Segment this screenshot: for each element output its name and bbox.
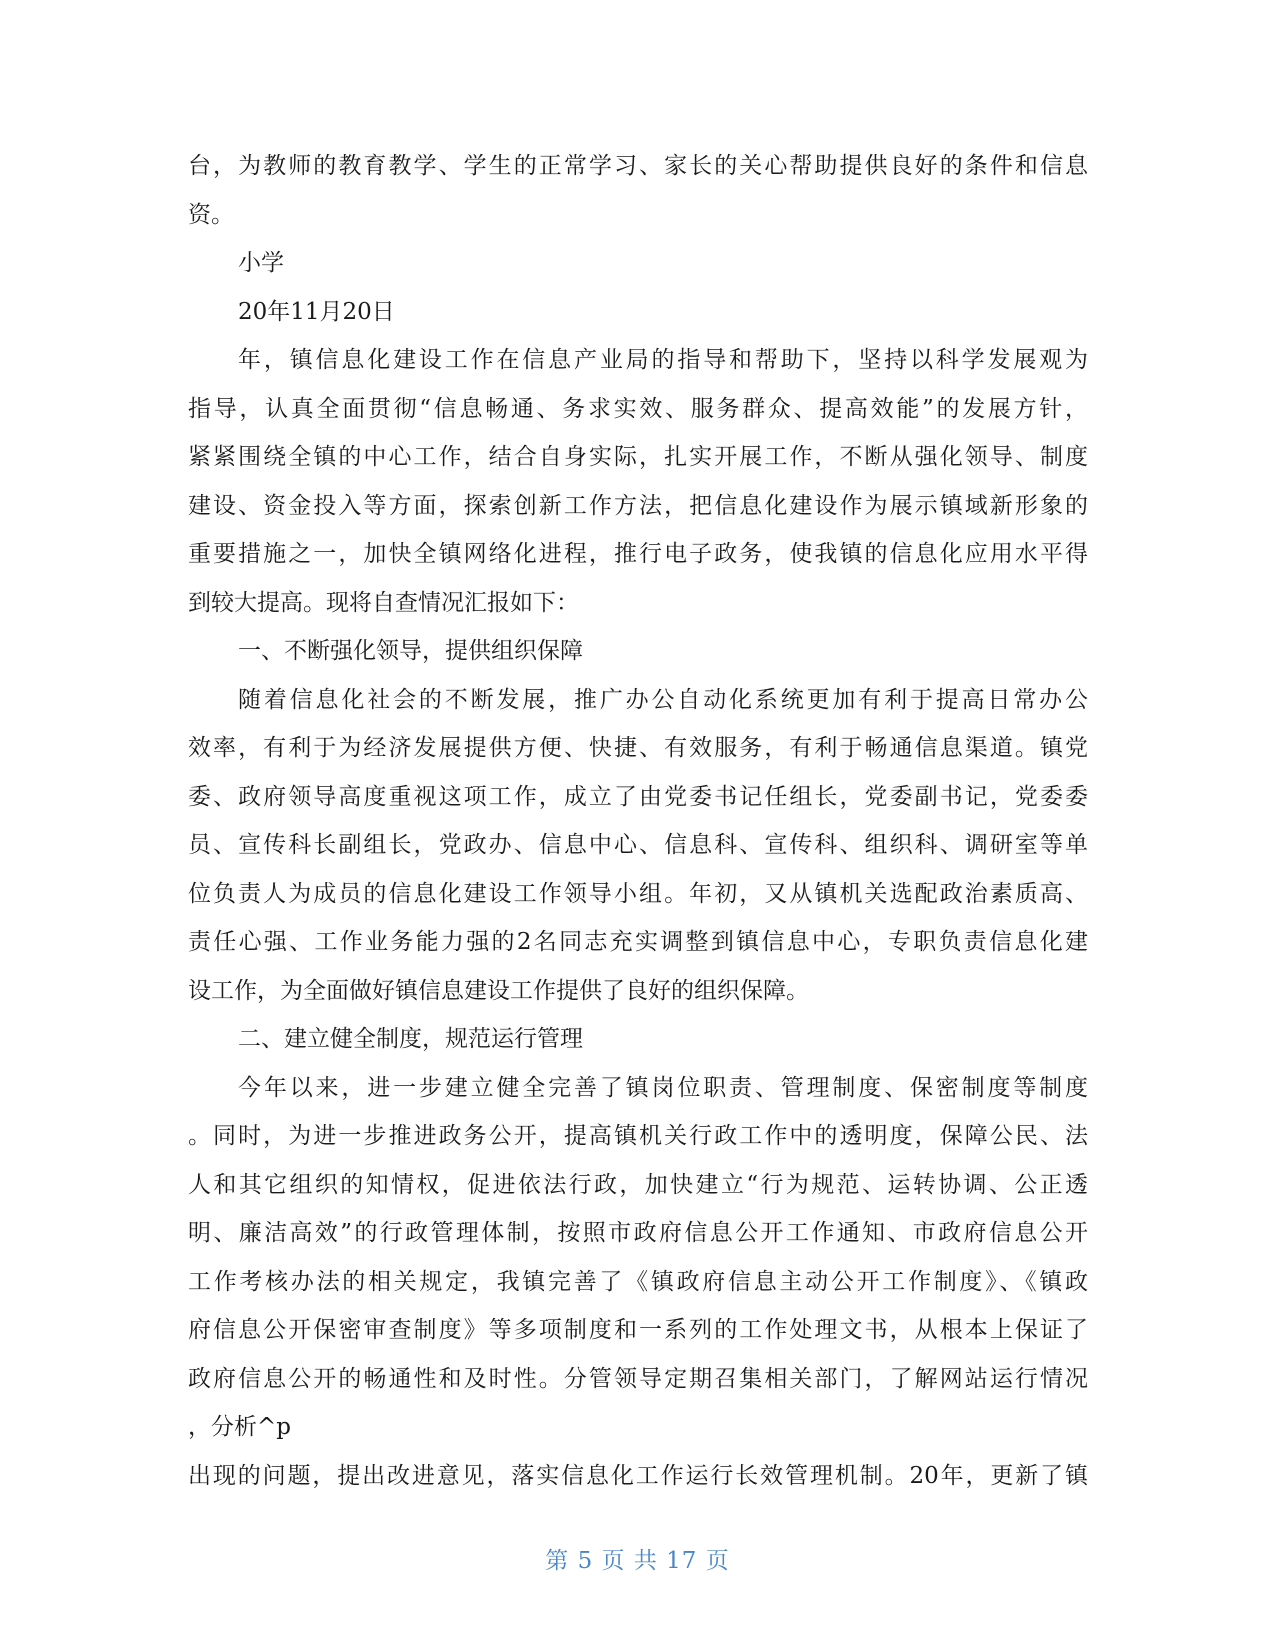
section-heading-1: 一、不断强化领导，提供组织保障 <box>238 638 583 664</box>
text-line: 明、廉洁高效”的行政管理体制，按照市政府信息公开工作通知、市政府信息公开 <box>188 1220 1088 1246</box>
document-body <box>188 142 1088 1500</box>
text-line: 台，为教师的教育教学、学生的正常学习、家长的关心帮助提供良好的条件和信息 <box>188 153 1088 179</box>
text-line: 工作考核办法的相关规定，我镇完善了《镇政府信息主动公开工作制度》、《镇政 <box>188 1268 1088 1295</box>
page-number-footer: 第 5 页 共 17 页 <box>545 1548 730 1574</box>
text-line: ，分析^p <box>188 1414 291 1440</box>
text-line: 。同时，为进一步推进政务公开，提高镇机关行政工作中的透明度，保障公民、法 <box>188 1123 1088 1149</box>
signature-organization: 小学 <box>238 250 284 276</box>
text-line: 年，镇信息化建设工作在信息产业局的指导和帮助下，坚持以科学发展观为 <box>238 347 1088 373</box>
text-line: 建设、资金投入等方面，探索创新工作方法，把信息化建设作为展示镇域新形象的 <box>188 492 1088 519</box>
text-line: 员、宣传科长副组长，党政办、信息中心、信息科、宣传科、组织科、调研室等单 <box>188 832 1088 858</box>
text-line: 设工作，为全面做好镇信息建设工作提供了良好的组织保障。 <box>188 977 809 1004</box>
text-line: 资。 <box>188 201 234 228</box>
text-line: 紧紧围绕全镇的中心工作，结合自身实际，扎实开展工作，不断从强化领导、制度 <box>188 444 1088 470</box>
section-heading-2: 二、建立健全制度，规范运行管理 <box>238 1026 583 1052</box>
text-line: 位负责人为成员的信息化建设工作领导小组。年初，又从镇机关选配政治素质高、 <box>188 880 1088 907</box>
text-line: 今年以来，进一步建立健全完善了镇岗位职责、管理制度、保密制度等制度 <box>238 1074 1088 1101</box>
signature-date: 20年11月20日 <box>238 298 395 325</box>
text-line: 委、政府领导高度重视这项工作，成立了由党委书记任组长，党委副书记，党委委 <box>188 783 1088 810</box>
text-line: 府信息公开保密审查制度》等多项制度和一系列的工作处理文书，从根本上保证了 <box>188 1317 1088 1343</box>
text-line: 重要措施之一，加快全镇网络化进程，推行电子政务，使我镇的信息化应用水平得 <box>188 541 1088 567</box>
text-line: 责任心强、工作业务能力强的2名同志充实调整到镇信息中心，专职负责信息化建 <box>188 929 1088 955</box>
text-line: 指导，认真全面贯彻“信息畅通、务求实效、服务群众、提高效能”的发展方针， <box>188 395 1088 422</box>
text-line: 人和其它组织的知情权，促进依法行政，加快建立“行为规范、运转协调、公正透 <box>188 1171 1088 1198</box>
text-line: 政府信息公开的畅通性和及时性。分管领导定期召集相关部门，了解网站运行情况 <box>188 1365 1088 1392</box>
text-line: 随着信息化社会的不断发展，推广办公自动化系统更加有利于提高日常办公 <box>238 686 1088 713</box>
text-line: 到较大提高。现将自查情况汇报如下： <box>188 589 579 616</box>
text-line: 效率，有利于为经济发展提供方便、快捷、有效服务，有利于畅通信息渠道。镇党 <box>188 735 1088 761</box>
text-line: 出现的问题，提出改进意见，落实信息化工作运行长效管理机制。20年，更新了镇 <box>188 1462 1088 1489</box>
